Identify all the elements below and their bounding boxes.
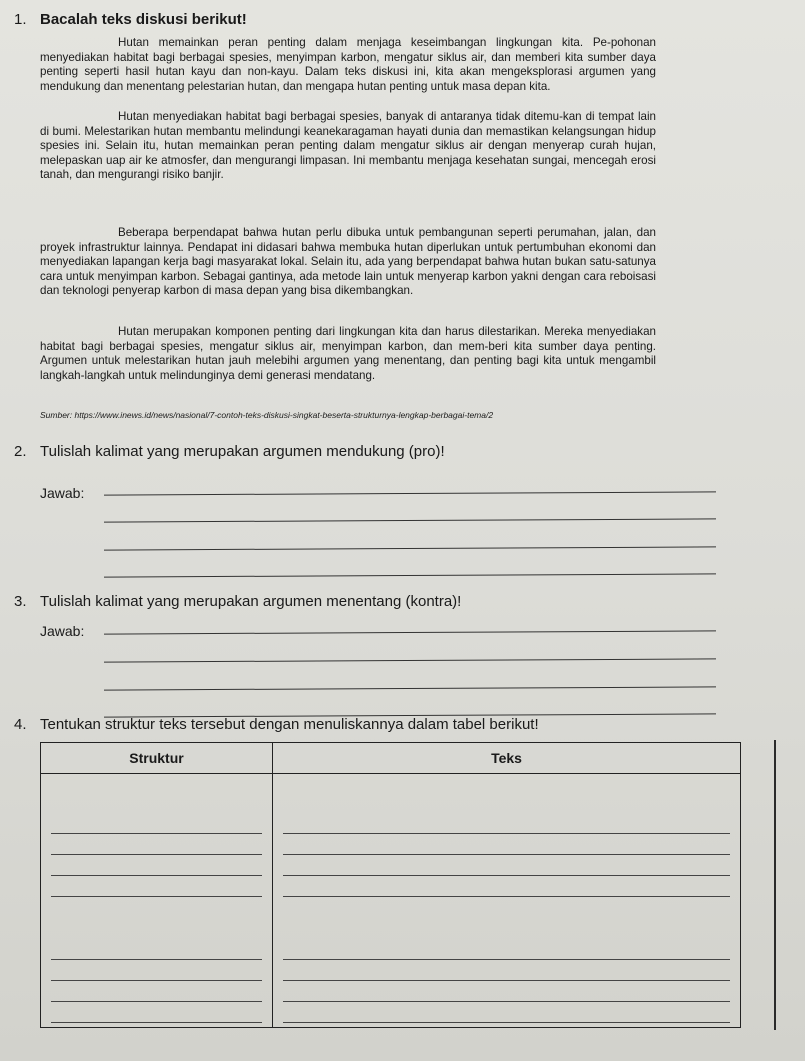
q2-answer-line-1[interactable] bbox=[104, 491, 716, 495]
q2-number: 2. bbox=[14, 443, 27, 460]
q2-text: Tulislah kalimat yang merupakan argumen mendukung (pro)! bbox=[40, 443, 445, 460]
structure-table bbox=[40, 742, 741, 1028]
struktur-fill-line[interactable] bbox=[51, 813, 262, 834]
q2-answer-label: Jawab: bbox=[40, 485, 85, 501]
structure-table-header bbox=[41, 743, 741, 774]
q3-text: Tulislah kalimat yang merupakan argumen menentang (kontra)! bbox=[40, 593, 462, 610]
teks-fill-line[interactable] bbox=[283, 834, 730, 855]
q1-paragraph-conclusion: Hutan merupakan komponen penting dari lingkungan kita dan harus dilestarikan. Mereka menyediakan habitat bagi berbagai spesies, mengatur siklus air, menyimpan karbon, dan mem-beri kita sumber daya penting. Argumen untuk melestarikan hutan jauh melebihi argumen yang menentang, dan penting bagi kita untuk mengambil langkah-langkah untuk melindunginya demi generasi mendatang. bbox=[40, 325, 656, 382]
teks-fill-line[interactable] bbox=[283, 876, 730, 897]
teks-fill-line[interactable] bbox=[283, 1002, 730, 1023]
struktur-cell[interactable] bbox=[41, 901, 273, 1028]
column-header-teks: Teks bbox=[273, 743, 741, 774]
paper-edge-shadow bbox=[774, 740, 776, 1030]
q2-answer-line-4[interactable] bbox=[104, 573, 716, 577]
struktur-fill-line[interactable] bbox=[51, 1002, 262, 1023]
teks-fill-line[interactable] bbox=[283, 855, 730, 876]
table-row bbox=[41, 774, 741, 901]
struktur-fill-line[interactable] bbox=[51, 876, 262, 897]
q4-text: Tentukan struktur teks tersebut dengan menuliskannya dalam tabel berikut! bbox=[40, 716, 539, 733]
q2-answer-line-2[interactable] bbox=[104, 518, 716, 522]
teks-cell[interactable] bbox=[273, 774, 741, 901]
q3-answer-line-2[interactable] bbox=[104, 658, 716, 662]
q1-number: 1. bbox=[14, 11, 27, 28]
teks-fill-line[interactable] bbox=[283, 981, 730, 1002]
struktur-fill-line[interactable] bbox=[51, 855, 262, 876]
struktur-fill-line[interactable] bbox=[51, 939, 262, 960]
q1-title: Bacalah teks diskusi berikut! bbox=[40, 11, 247, 28]
q1-paragraph-pro: Hutan menyediakan habitat bagi berbagai spesies, banyak di antaranya tidak ditemu-kan di tempat lain di bumi. Melestarikan hutan membantu melindungi keanekaragaman hayati dunia dan memastikan kelangsungan hidup spesies ini. Selain itu, hutan memainkan peran penting dalam mengatur siklus air dengan menyerap curah hujan, melepaskan uap air ke atmosfer, dan mengurangi limpasan. Ini membantu menjaga kesehatan sungai, mencegah erosi tanah, dan mengurangi risiko banjir. bbox=[40, 110, 656, 181]
teks-fill-line[interactable] bbox=[283, 960, 730, 981]
table-row bbox=[41, 901, 741, 1028]
column-header-struktur: Struktur bbox=[41, 743, 273, 774]
q1-paragraph-intro: Hutan memainkan peran penting dalam menjaga keseimbangan lingkungan kita. Pe-pohonan menyediakan habitat bagi berbagai spesies, menyimpan karbon, mengatur siklus air, dan memberi kita sumber daya penting seperti hasil hutan kayu dan non-kayu. Dalam teks diskusi ini, kita akan mengeksplorasi argumen yang mendukung dan menentang pelestarian hutan, dan mengapa hutan penting untuk masa depan kita. bbox=[40, 36, 656, 93]
teks-fill-line[interactable] bbox=[283, 813, 730, 834]
q1-source-citation: Sumber: https://www.inews.id/news/nasional/7-contoh-teks-diskusi-singkat-beserta-strukturnya-lengkap-berbagai-tema/2 bbox=[40, 410, 494, 420]
struktur-fill-line[interactable] bbox=[51, 981, 262, 1002]
q3-answer-line-1[interactable] bbox=[104, 630, 716, 634]
q2-answer-line-3[interactable] bbox=[104, 546, 716, 550]
teks-cell[interactable] bbox=[273, 901, 741, 1028]
q4-number: 4. bbox=[14, 716, 27, 733]
struktur-fill-line[interactable] bbox=[51, 834, 262, 855]
struktur-cell[interactable] bbox=[41, 774, 273, 901]
teks-fill-line[interactable] bbox=[283, 939, 730, 960]
q3-number: 3. bbox=[14, 593, 27, 610]
q3-answer-line-3[interactable] bbox=[104, 686, 716, 690]
q3-answer-label: Jawab: bbox=[40, 623, 85, 639]
struktur-fill-line[interactable] bbox=[51, 960, 262, 981]
q1-paragraph-contra: Beberapa berpendapat bahwa hutan perlu dibuka untuk pembangunan seperti perumahan, jalan, dan proyek infrastruktur lainnya. Pendapat ini didasari bahwa membuka hutan diperlukan untuk pertumbuhan ekonomi dan menyediakan lapangan kerja bagi masyarakat lokal. Selain itu, ada yang berpendapat bahwa hutan bukan satu-satunya cara untuk menyimpan karbon. Sebagai gantinya, ada metode lain untuk menyerap karbon yakni dengan cara reboisasi dan teknologi penyerap karbon di masa depan yang bisa dikembangkan. bbox=[40, 226, 656, 297]
